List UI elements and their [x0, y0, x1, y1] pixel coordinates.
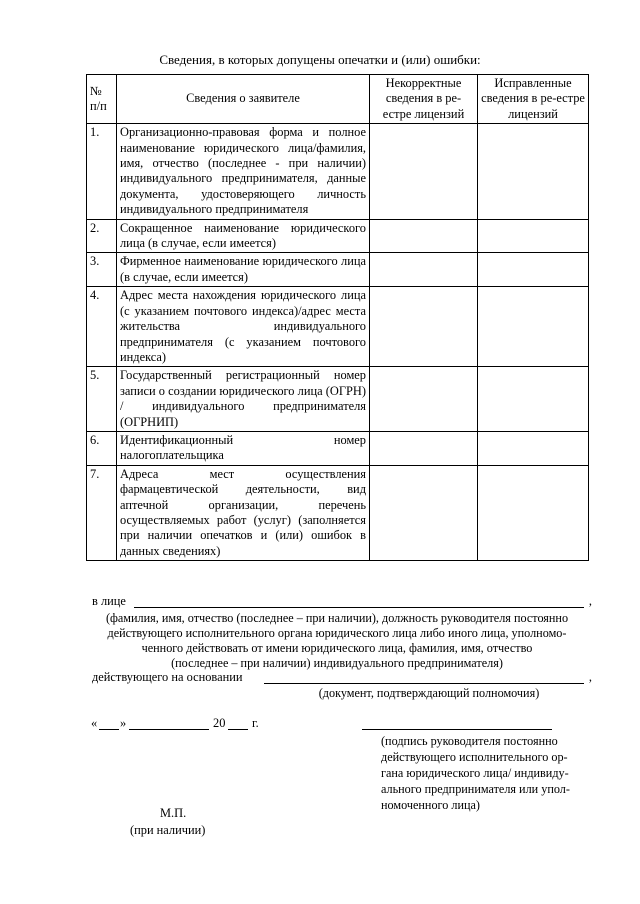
person-label: в лице	[92, 594, 126, 608]
row-incorrect-cell[interactable]	[370, 431, 478, 465]
person-line	[92, 594, 592, 610]
corrections-table	[86, 74, 589, 561]
person-note	[82, 611, 592, 671]
row-number: 7.	[87, 465, 117, 560]
basis-note: (документ, подтверждающий полномочия)	[318, 686, 540, 700]
table-row	[87, 124, 589, 219]
row-number: 2.	[87, 219, 117, 253]
row-corrected-cell[interactable]	[478, 287, 589, 367]
signature-line[interactable]	[362, 716, 552, 730]
stamp-label: М.П.	[160, 806, 187, 820]
table-row	[87, 465, 589, 560]
signature-note	[381, 733, 601, 813]
row-incorrect-cell[interactable]	[370, 219, 478, 253]
basis-label: действующего на основании	[92, 670, 243, 684]
row-incorrect-cell[interactable]	[370, 367, 478, 432]
basis-input-line[interactable]	[264, 670, 584, 684]
row-corrected-cell[interactable]	[478, 465, 589, 560]
row-number: 6.	[87, 431, 117, 465]
person-note-line: (последнее – при наличии) индивидуального предпринимателя)	[171, 656, 503, 670]
row-applicant-info: Фирменное наименование юридического лица (в случае, если имеется)	[117, 253, 370, 287]
basis-line	[92, 670, 592, 686]
row-corrected-cell[interactable]	[478, 124, 589, 219]
signature-note-line: ального предпринимателя или упол-	[381, 782, 570, 796]
date-suffix: г.	[252, 716, 259, 730]
person-note-line: ченного действовать от имени юридического лица, фамилия, имя, отчество	[141, 641, 533, 655]
table-row	[87, 431, 589, 465]
date-year-prefix: 20	[213, 716, 226, 730]
date-month-line[interactable]	[129, 716, 209, 730]
row-applicant-info: Организационно-правовая форма и полное наименование юридического лица/фамилия, имя, отчество (последнее - при наличии) индивидуального предпринимателя, данные документа, удостоверяющего личность индивидуального предпринимателя	[117, 124, 370, 219]
basis-comma: ,	[588, 670, 592, 684]
header-incorrect-info: Некорректные сведения в ре-естре лицензий	[370, 75, 478, 124]
row-number: 1.	[87, 124, 117, 219]
row-applicant-info: Адреса мест осуществления фармацевтической деятельности, вид аптечной организации, перечень осуществляемых работ (услуг) (заполняется при наличии опечатков и (или) ошибок в данных сведениях)	[117, 465, 370, 560]
table-row	[87, 287, 589, 367]
person-note-line: (фамилия, имя, отчество (последнее – при наличии), должность руководителя постоянно	[105, 611, 569, 625]
row-applicant-info: Сокращенное наименование юридического лица (в случае, если имеется)	[117, 219, 370, 253]
person-note-line: действующего исполнительного органа юридического лица либо иного лица, уполномо-	[107, 626, 567, 640]
row-number: 4.	[87, 287, 117, 367]
row-incorrect-cell[interactable]	[370, 124, 478, 219]
row-corrected-cell[interactable]	[478, 253, 589, 287]
date-year-line[interactable]	[228, 716, 248, 730]
table-row	[87, 367, 589, 432]
header-number: № п/п	[87, 75, 117, 124]
row-applicant-info: Государственный регистрационный номер записи о создании юридического лица (ОГРН) / индивидуального предпринимателя (ОГРНИП)	[117, 367, 370, 432]
signature-note-line: действующего исполнительного ор-	[381, 750, 568, 764]
date-close-quote: »	[120, 716, 127, 730]
date-day-line[interactable]	[99, 716, 119, 730]
row-incorrect-cell[interactable]	[370, 253, 478, 287]
date-field	[91, 716, 271, 732]
row-number: 3.	[87, 253, 117, 287]
signature-note-line: номоченного лица)	[381, 798, 480, 812]
person-comma: ,	[588, 594, 592, 608]
person-input-line[interactable]	[134, 594, 584, 608]
row-corrected-cell[interactable]	[478, 431, 589, 465]
table-row	[87, 253, 589, 287]
row-incorrect-cell[interactable]	[370, 287, 478, 367]
row-applicant-info: Идентификационный номер налогоплательщика	[117, 431, 370, 465]
header-corrected-info: Исправленные сведения в ре-естре лицензий	[478, 75, 589, 124]
table-row	[87, 219, 589, 253]
row-applicant-info: Адрес места нахождения юридического лица (с указанием почтового индекса)/адрес места жительства индивидуального предпринимателя (с указанием почтового индекса)	[117, 287, 370, 367]
row-incorrect-cell[interactable]	[370, 465, 478, 560]
stamp-note: (при наличии)	[130, 823, 206, 837]
row-corrected-cell[interactable]	[478, 367, 589, 432]
table-header-row	[87, 75, 589, 124]
form-caption: Сведения, в которых допущены опечатки и (или) ошибки:	[159, 52, 481, 67]
row-corrected-cell[interactable]	[478, 219, 589, 253]
signature-note-line: гана юридического лица/ индивиду-	[381, 766, 569, 780]
row-number: 5.	[87, 367, 117, 432]
header-applicant-info: Сведения о заявителе	[117, 75, 370, 124]
date-open-quote: «	[91, 716, 98, 730]
signature-note-line: (подпись руководителя постоянно	[381, 734, 558, 748]
